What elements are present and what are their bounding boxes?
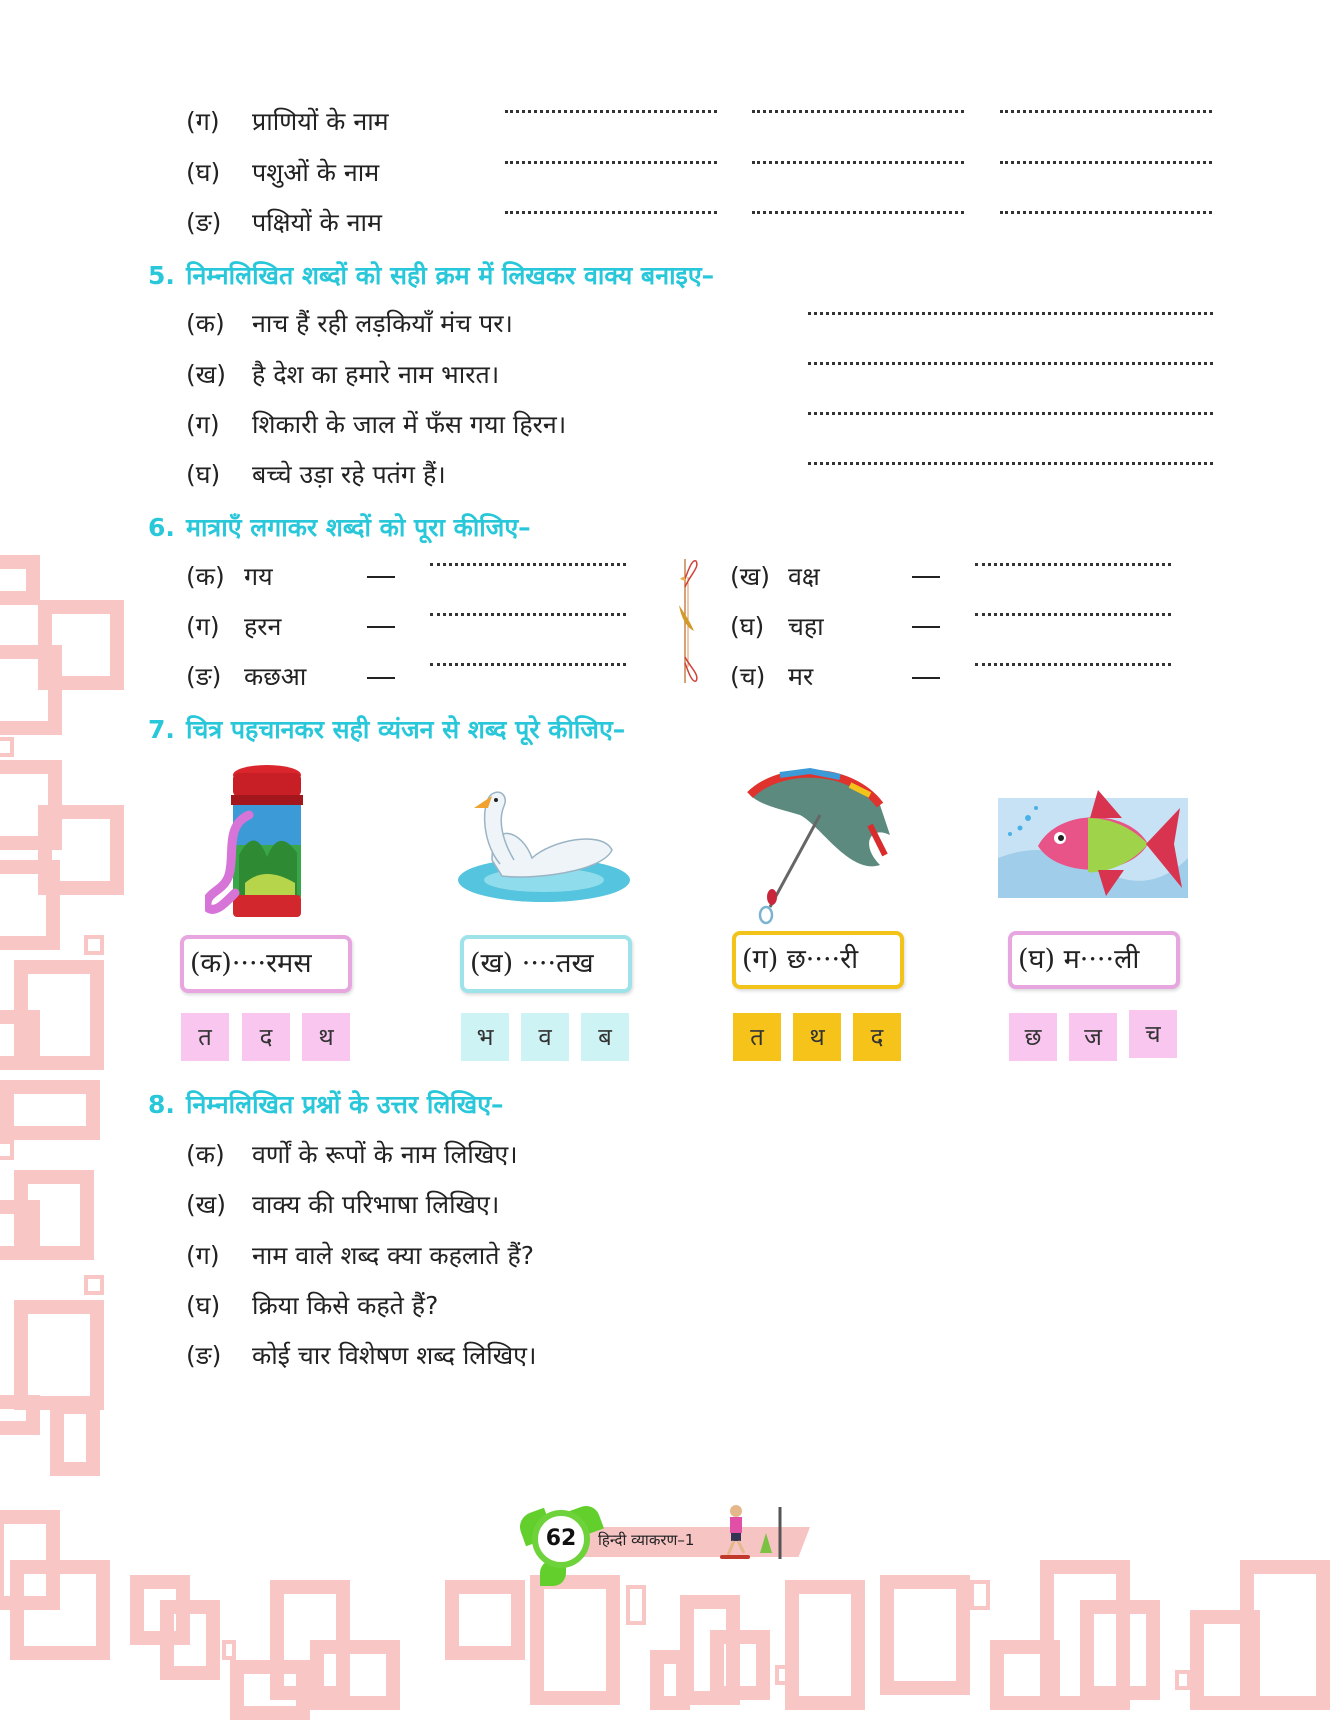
question-number: 6.	[148, 513, 175, 542]
answer-blank[interactable]	[1000, 211, 1212, 214]
item-label: (ख)	[186, 1190, 226, 1219]
answer-blank[interactable]	[1000, 161, 1212, 164]
card-word: छ····री	[786, 944, 859, 975]
question-title: निम्नलिखित शब्दों को सही क्रम में लिखकर वाक्य बनाइए–	[186, 261, 715, 290]
question-heading	[148, 712, 625, 746]
dash	[912, 576, 940, 578]
option-tile[interactable]: ज	[1069, 1013, 1117, 1061]
item-text: बच्चे उड़ा रहे पतंग हैं।	[252, 460, 446, 489]
option-tile[interactable]: द	[853, 1013, 901, 1061]
option-tile[interactable]: थ	[793, 1013, 841, 1061]
item-text: पशुओं के नाम	[252, 158, 380, 187]
item-text: क्रिया किसे कहते हैं?	[252, 1291, 439, 1320]
list-item	[730, 659, 813, 693]
answer-blank[interactable]	[752, 161, 964, 164]
list-item	[186, 1338, 536, 1372]
option-tile[interactable]: त	[181, 1013, 229, 1061]
list-item	[186, 1137, 518, 1171]
card-label: (ख)	[470, 948, 514, 979]
card-label: (घ)	[1018, 944, 1056, 975]
answer-blank[interactable]	[808, 362, 1213, 365]
word-box	[1008, 931, 1180, 989]
item-label: (ग)	[186, 410, 220, 439]
word-box	[732, 931, 904, 989]
question-number: 8.	[148, 1090, 175, 1119]
card-label: (क)	[190, 948, 232, 979]
dash	[367, 576, 395, 578]
item-word: मर	[788, 662, 814, 691]
answer-blank[interactable]	[752, 110, 964, 113]
card-word: ····तख	[521, 948, 594, 979]
question-heading	[148, 258, 714, 292]
card-word: म····ली	[1063, 944, 1140, 975]
item-label: (ख)	[730, 562, 770, 591]
answer-blank[interactable]	[505, 211, 717, 214]
list-item	[186, 1288, 438, 1322]
list-item	[186, 104, 389, 138]
item-text: शिकारी के जाल में फँस गया हिरन।	[252, 410, 567, 439]
item-label: (ग)	[186, 107, 220, 136]
answer-blank[interactable]	[808, 462, 1213, 465]
question-title: चित्र पहचानकर सही व्यंजन से शब्द पूरे कीजिए–	[186, 715, 626, 744]
dash	[912, 626, 940, 628]
item-text: नाच हैं रही लड़कियाँ मंच पर।	[252, 309, 513, 338]
ornament-divider	[676, 557, 702, 685]
item-label: (क)	[186, 1140, 225, 1169]
option-tile[interactable]: द	[242, 1013, 290, 1061]
item-word: हरन	[244, 612, 282, 641]
question-number: 5.	[148, 261, 175, 290]
list-item	[730, 559, 820, 593]
answer-blank[interactable]	[430, 563, 626, 566]
list-item	[186, 457, 446, 491]
umbrella-icon	[740, 765, 890, 925]
dash	[367, 626, 395, 628]
item-label: (घ)	[730, 612, 765, 641]
item-word: चहा	[788, 612, 824, 641]
list-item	[186, 1238, 534, 1272]
item-label: (ङ)	[186, 662, 222, 691]
list-item	[186, 357, 499, 391]
item-label: (घ)	[186, 158, 221, 187]
list-item	[186, 1187, 499, 1221]
answer-blank[interactable]	[975, 563, 1171, 566]
item-word: वक्ष	[788, 562, 820, 591]
list-item	[186, 609, 281, 643]
item-text: वर्णों के रूपों के नाम लिखिए।	[252, 1140, 518, 1169]
question-title: मात्राएँ लगाकर शब्दों को पूरा कीजिए–	[186, 513, 531, 542]
dash	[912, 677, 940, 679]
question-number: 7.	[148, 715, 175, 744]
list-item	[186, 559, 273, 593]
item-text: पक्षियों के नाम	[252, 208, 382, 237]
option-tile[interactable]: छ	[1009, 1013, 1057, 1061]
book-title: हिन्दी व्याकरण–1	[598, 1531, 695, 1549]
option-tile[interactable]: च	[1129, 1010, 1177, 1058]
list-item	[186, 205, 382, 239]
item-word: गय	[244, 562, 273, 591]
item-text: कोई चार विशेषण शब्द लिखिए।	[252, 1341, 537, 1370]
word-box	[460, 935, 632, 993]
question-heading	[148, 1087, 504, 1121]
item-label: (च)	[730, 662, 766, 691]
item-label: (घ)	[186, 460, 221, 489]
list-item	[186, 659, 306, 693]
question-heading	[148, 510, 531, 544]
item-text: है देश का हमारे नाम भारत।	[252, 360, 500, 389]
option-tile[interactable]: त	[733, 1013, 781, 1061]
item-label: (ख)	[186, 360, 226, 389]
option-tile[interactable]: व	[521, 1013, 569, 1061]
answer-blank[interactable]	[808, 412, 1213, 415]
option-tile[interactable]: ब	[581, 1013, 629, 1061]
item-label: (ङ)	[186, 1341, 222, 1370]
thermos-flask-icon	[205, 765, 315, 921]
list-item	[186, 155, 379, 189]
answer-blank[interactable]	[430, 663, 626, 666]
list-item	[730, 609, 824, 643]
item-label: (ग)	[186, 1241, 220, 1270]
list-item	[186, 407, 566, 441]
fish-icon	[998, 778, 1188, 908]
option-tile[interactable]: थ	[302, 1013, 350, 1061]
option-tile[interactable]: भ	[461, 1013, 509, 1061]
page-number-badge: 62	[532, 1510, 590, 1568]
answer-blank[interactable]	[975, 613, 1171, 616]
item-text: प्राणियों के नाम	[252, 107, 389, 136]
dash	[367, 677, 395, 679]
swan-icon	[452, 780, 632, 910]
answer-blank[interactable]	[975, 663, 1171, 666]
item-text: नाम वाले शब्द क्या कहलाते हैं?	[252, 1241, 535, 1270]
answer-blank[interactable]	[430, 613, 626, 616]
card-label: (ग)	[742, 944, 779, 975]
item-word: कछआ	[244, 662, 307, 691]
skateboarder-icon	[716, 1503, 786, 1563]
answer-blank[interactable]	[808, 312, 1213, 315]
list-item	[186, 306, 513, 340]
item-label: (क)	[186, 309, 225, 338]
answer-blank[interactable]	[505, 110, 717, 113]
answer-blank[interactable]	[505, 161, 717, 164]
card-word: ····रमस	[231, 948, 312, 979]
answer-blank[interactable]	[752, 211, 964, 214]
item-label: (ङ)	[186, 208, 222, 237]
item-label: (ग)	[186, 612, 220, 641]
question-title: निम्नलिखित प्रश्नों के उत्तर लिखिए–	[186, 1090, 504, 1119]
item-label: (घ)	[186, 1291, 221, 1320]
item-text: वाक्य की परिभाषा लिखिए।	[252, 1190, 500, 1219]
item-label: (क)	[186, 562, 225, 591]
answer-blank[interactable]	[1000, 110, 1212, 113]
word-box	[180, 935, 352, 993]
